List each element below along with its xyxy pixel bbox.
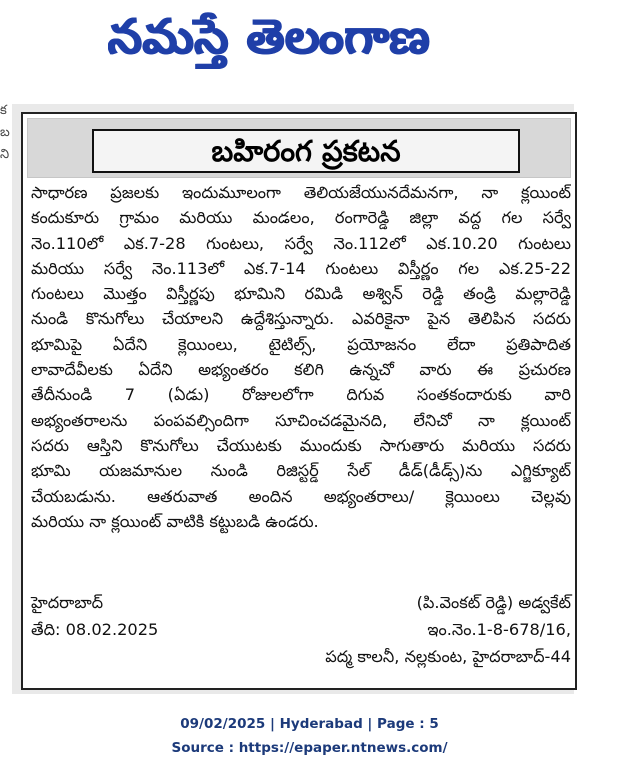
side-mark: క bbox=[0, 103, 7, 118]
notice-title: బహిరంగ ప్రకటన bbox=[92, 129, 520, 173]
notice-box bbox=[21, 112, 577, 690]
footer-source-line: Source : https://epaper.ntnews.com/ bbox=[171, 740, 448, 756]
signatory: (పి.వెంకట్ రెడ్డి) అడ్వకేట్ bbox=[416, 593, 571, 612]
signature-row-3 bbox=[31, 644, 571, 669]
address-line-1: ఇం.నెం.1-8-678/16, bbox=[427, 620, 571, 639]
masthead-title: నమస్తే తెలంగాణ bbox=[108, 9, 431, 65]
body-line: మరియు సర్వే నెం.113లో ఎక.7-14 గుంటలు విస్తీర్ణం గల ఎక.25-22 bbox=[31, 258, 571, 278]
body-line: మరియు నా క్లయింట్ వాటికి కట్టుబడి ఉండరు. bbox=[31, 511, 319, 531]
body-line: నెం.110లో ఎక.7-28 గుంటలు, సర్వే నెం.112లో ఎక.10.20 గుంటలు bbox=[31, 233, 571, 253]
body-line: సదరు ఆస్తిని కొనుగోలు చేయుటకు ముందుకు సాగుతారు మరియు సదరు bbox=[31, 435, 571, 455]
body-line: చేయబడును. ఆతరువాత అందిన అభ్యంతరాలు/ క్లెయింలు చెల్లవు bbox=[31, 486, 571, 506]
body-line: తేదీనుండి 7 (ఏడు) రోజులలోగా దిగువ సంతకందారుకు వారి bbox=[31, 385, 571, 405]
body-line: నుండి కొనుగోలు చేయాలని ఉద్దేశిస్తున్నారు. ఎవరికైనా పైన తెలిపిన సదరు bbox=[31, 309, 571, 329]
signature-row-2 bbox=[31, 617, 571, 642]
body-line: లావాదేవీలకు ఏదేని అభ్యంతరం కలిగి ఉన్నచో వారు ఈ ప్రచురణ bbox=[31, 360, 571, 380]
place: హైదరాబాద్ bbox=[31, 593, 104, 612]
side-mark: బ bbox=[0, 125, 10, 140]
notice-body bbox=[31, 180, 571, 534]
body-line: సాధారణ ప్రజలకు ఇందుమూలంగా తెలియజేయునదేమనగా, నా క్లయింట్ bbox=[31, 183, 571, 202]
notice-date: తేది: 08.02.2025 bbox=[31, 620, 159, 639]
address-line-2: పద్మ కాలనీ, నల్లకుంట, హైదరాబాద్-44 bbox=[325, 647, 571, 666]
side-mark: ని bbox=[0, 147, 10, 162]
body-line: భూమిపై ఏదేని క్లెయింలు, టైటిల్స్, ప్రయోజనం లేదా ప్రతిపాదిత bbox=[31, 334, 571, 354]
body-line: అభ్యంతరాలను పంపవల్సిందిగా సూచించడమైనది, లేనిచో నా క్లయింట్ bbox=[31, 410, 571, 430]
footer-date-line: 09/02/2025 | Hyderabad | Page : 5 bbox=[180, 716, 439, 732]
signature-row-1 bbox=[31, 590, 571, 615]
body-line: గుంటలు మొత్తం విస్తీర్ణపు భూమిని రమిడి అశ్విన్ రెడ్డి తండ్రి మల్లారెడ్డి bbox=[31, 284, 571, 304]
body-line: కందుకూరు గ్రామం మరియు మండలం, రంగారెడ్డి జిల్లా వద్ద గల సర్వే bbox=[31, 208, 571, 228]
body-line: భూమి యజమానుల నుండి రిజిస్టర్డ్ సేల్ డీడ్(డీడ్స్)ను ఎగ్జిక్యూట్ bbox=[31, 461, 571, 481]
title-band bbox=[27, 118, 571, 178]
